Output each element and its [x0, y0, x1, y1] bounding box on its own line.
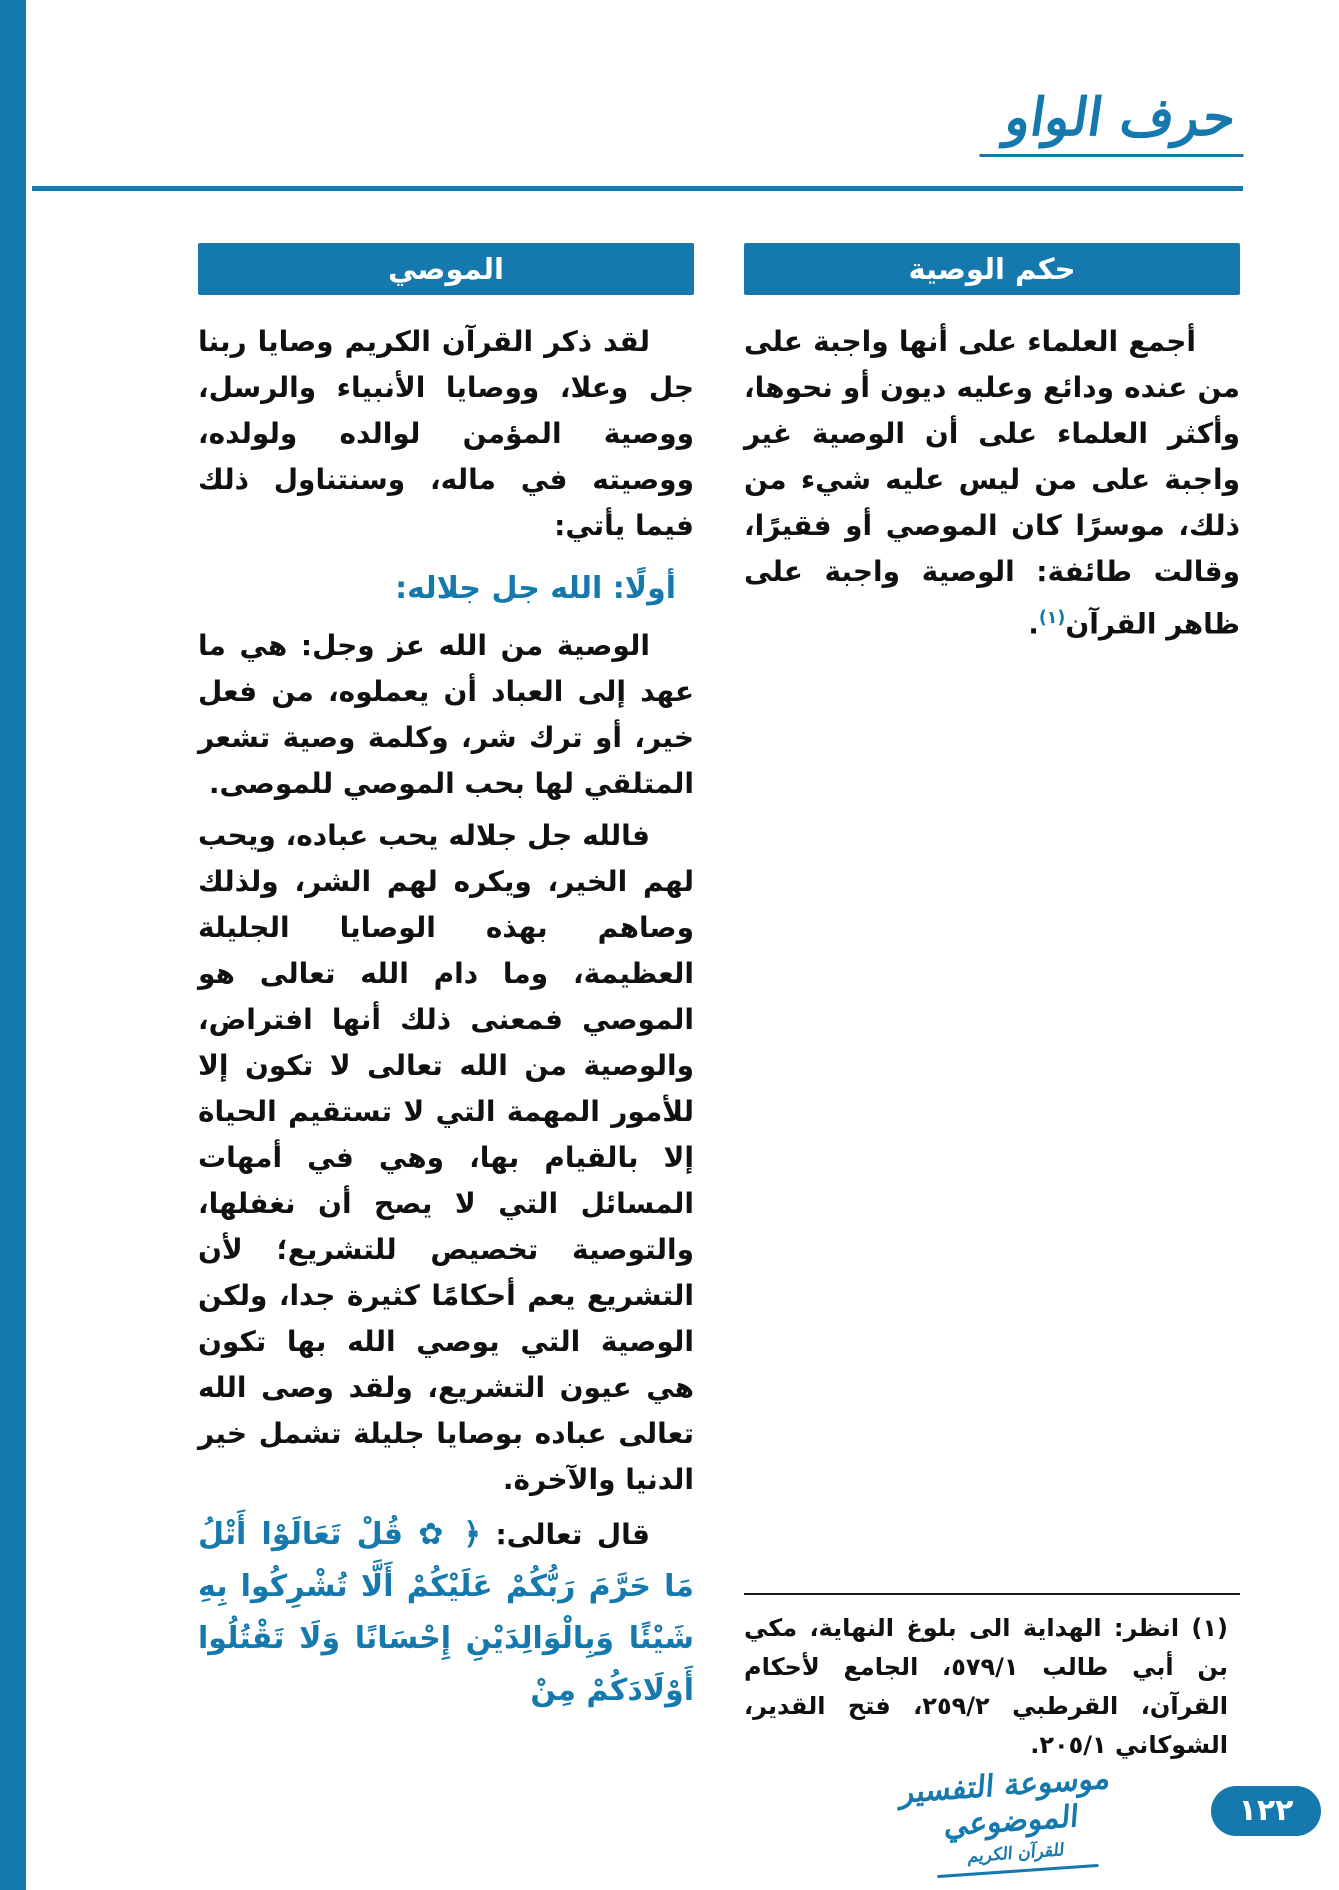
logo-subtitle: للقرآن الكريم [964, 1840, 1065, 1867]
quran-quote-paragraph [198, 1509, 694, 1717]
ruling-paragraph-period: . [1028, 607, 1039, 641]
footnote-block [744, 1593, 1240, 1765]
quran-verse-text: ﴿ ✿ قُلْ تَعَالَوْا أَتْلُ مَا حَرَّمَ رَبُّكُمْ عَلَيْكُمْ أَلَّا تُشْرِكُوا بِهِ شَيْئًا وَبِالْوَالِدَيْنِ إِحْسَانًا وَلَا تَقْتُلُوا أَوْلَادَكُمْ مِنْ [198, 1517, 694, 1708]
content-columns [198, 243, 1240, 1765]
logo-title: موسوعة التفسير الموضوعي [894, 1761, 1112, 1844]
quote-intro-text: قال تعالى: [495, 1518, 651, 1551]
page-number-badge: ١٢٢ [1211, 1786, 1321, 1836]
publisher-logo [884, 1760, 1134, 1880]
header-divider-rule [32, 186, 1243, 191]
explanation-paragraph: فالله جل جلاله يحب عباده، ويحب لهم الخير، ويكره لهم الشر، ولذلك وصاهم بهذه الوصايا الجليلة العظيمة، وما دام الله تعالى هو الموصي فمعنى ذلك أنها افتراض، والوصية من الله تعالى لا تكون إلا للأمور المهمة التي لا تستقيم الحياة إلا بالقيام بها، وهي في أمهات المسائل التي لا يصح أن نغفلها، والتوصية تخصيص للتشريع؛ لأن التشريع يعم أحكامًا كثيرة جدا، ولكن الوصية التي يوصي الله بها تكون هي عيون التشريع، ولقد وصى الله تعالى عباده بوصايا جليلة تشمل خير الدنيا والآخرة. [198, 819, 694, 1496]
first-subheading: أولًا: الله جل جلاله: [395, 571, 676, 606]
definition-paragraph: الوصية من الله عز وجل: هي ما عهد إلى العباد أن يعملوه، من فعل خير، أو ترك شر، وكلمة وصية تشعر المتلقي لها بحب الموصي للموصى. [198, 629, 694, 800]
column-right [744, 243, 1240, 1765]
ruling-paragraph [744, 319, 1240, 647]
ruling-text: أجمع العلماء على أنها واجبة على من عنده ودائع وعليه ديون أو نحوها، وأكثر العلماء على أن الوصية غير واجبة على من ليس عليه شيء من ذلك، موسرًا كان الموصي أو فقيرًا، وقالت طائفة: الوصية واجبة على ظاهر القرآن [744, 325, 1240, 641]
section-header-ruling: حكم الوصية [744, 243, 1240, 295]
section-header-testator: الموصي [198, 243, 694, 295]
footnote-ref-marker: (١) [1038, 608, 1066, 628]
footnote-divider-rule [744, 1593, 1240, 1595]
chapter-header-calligraphy: حرف الواو [973, 88, 1244, 157]
left-edge-band [0, 0, 26, 1890]
column-left [198, 243, 694, 1765]
footnote-text: (١) انظر: الهداية الى بلوغ النهاية، مكي بن أبي طالب ٥٧٩/١، الجامع لأحكام القرآن، القرطبي ٢٥٩/٢، فتح القدير، الشوكاني ٢٠٥/١. [744, 1614, 1229, 1759]
intro-paragraph: لقد ذكر القرآن الكريم وصايا ربنا جل وعلا، ووصايا الأنبياء والرسل، ووصية المؤمن لوالده ولولده، ووصيته في ماله، وسنتناول ذلك فيما يأتي: [198, 325, 694, 542]
